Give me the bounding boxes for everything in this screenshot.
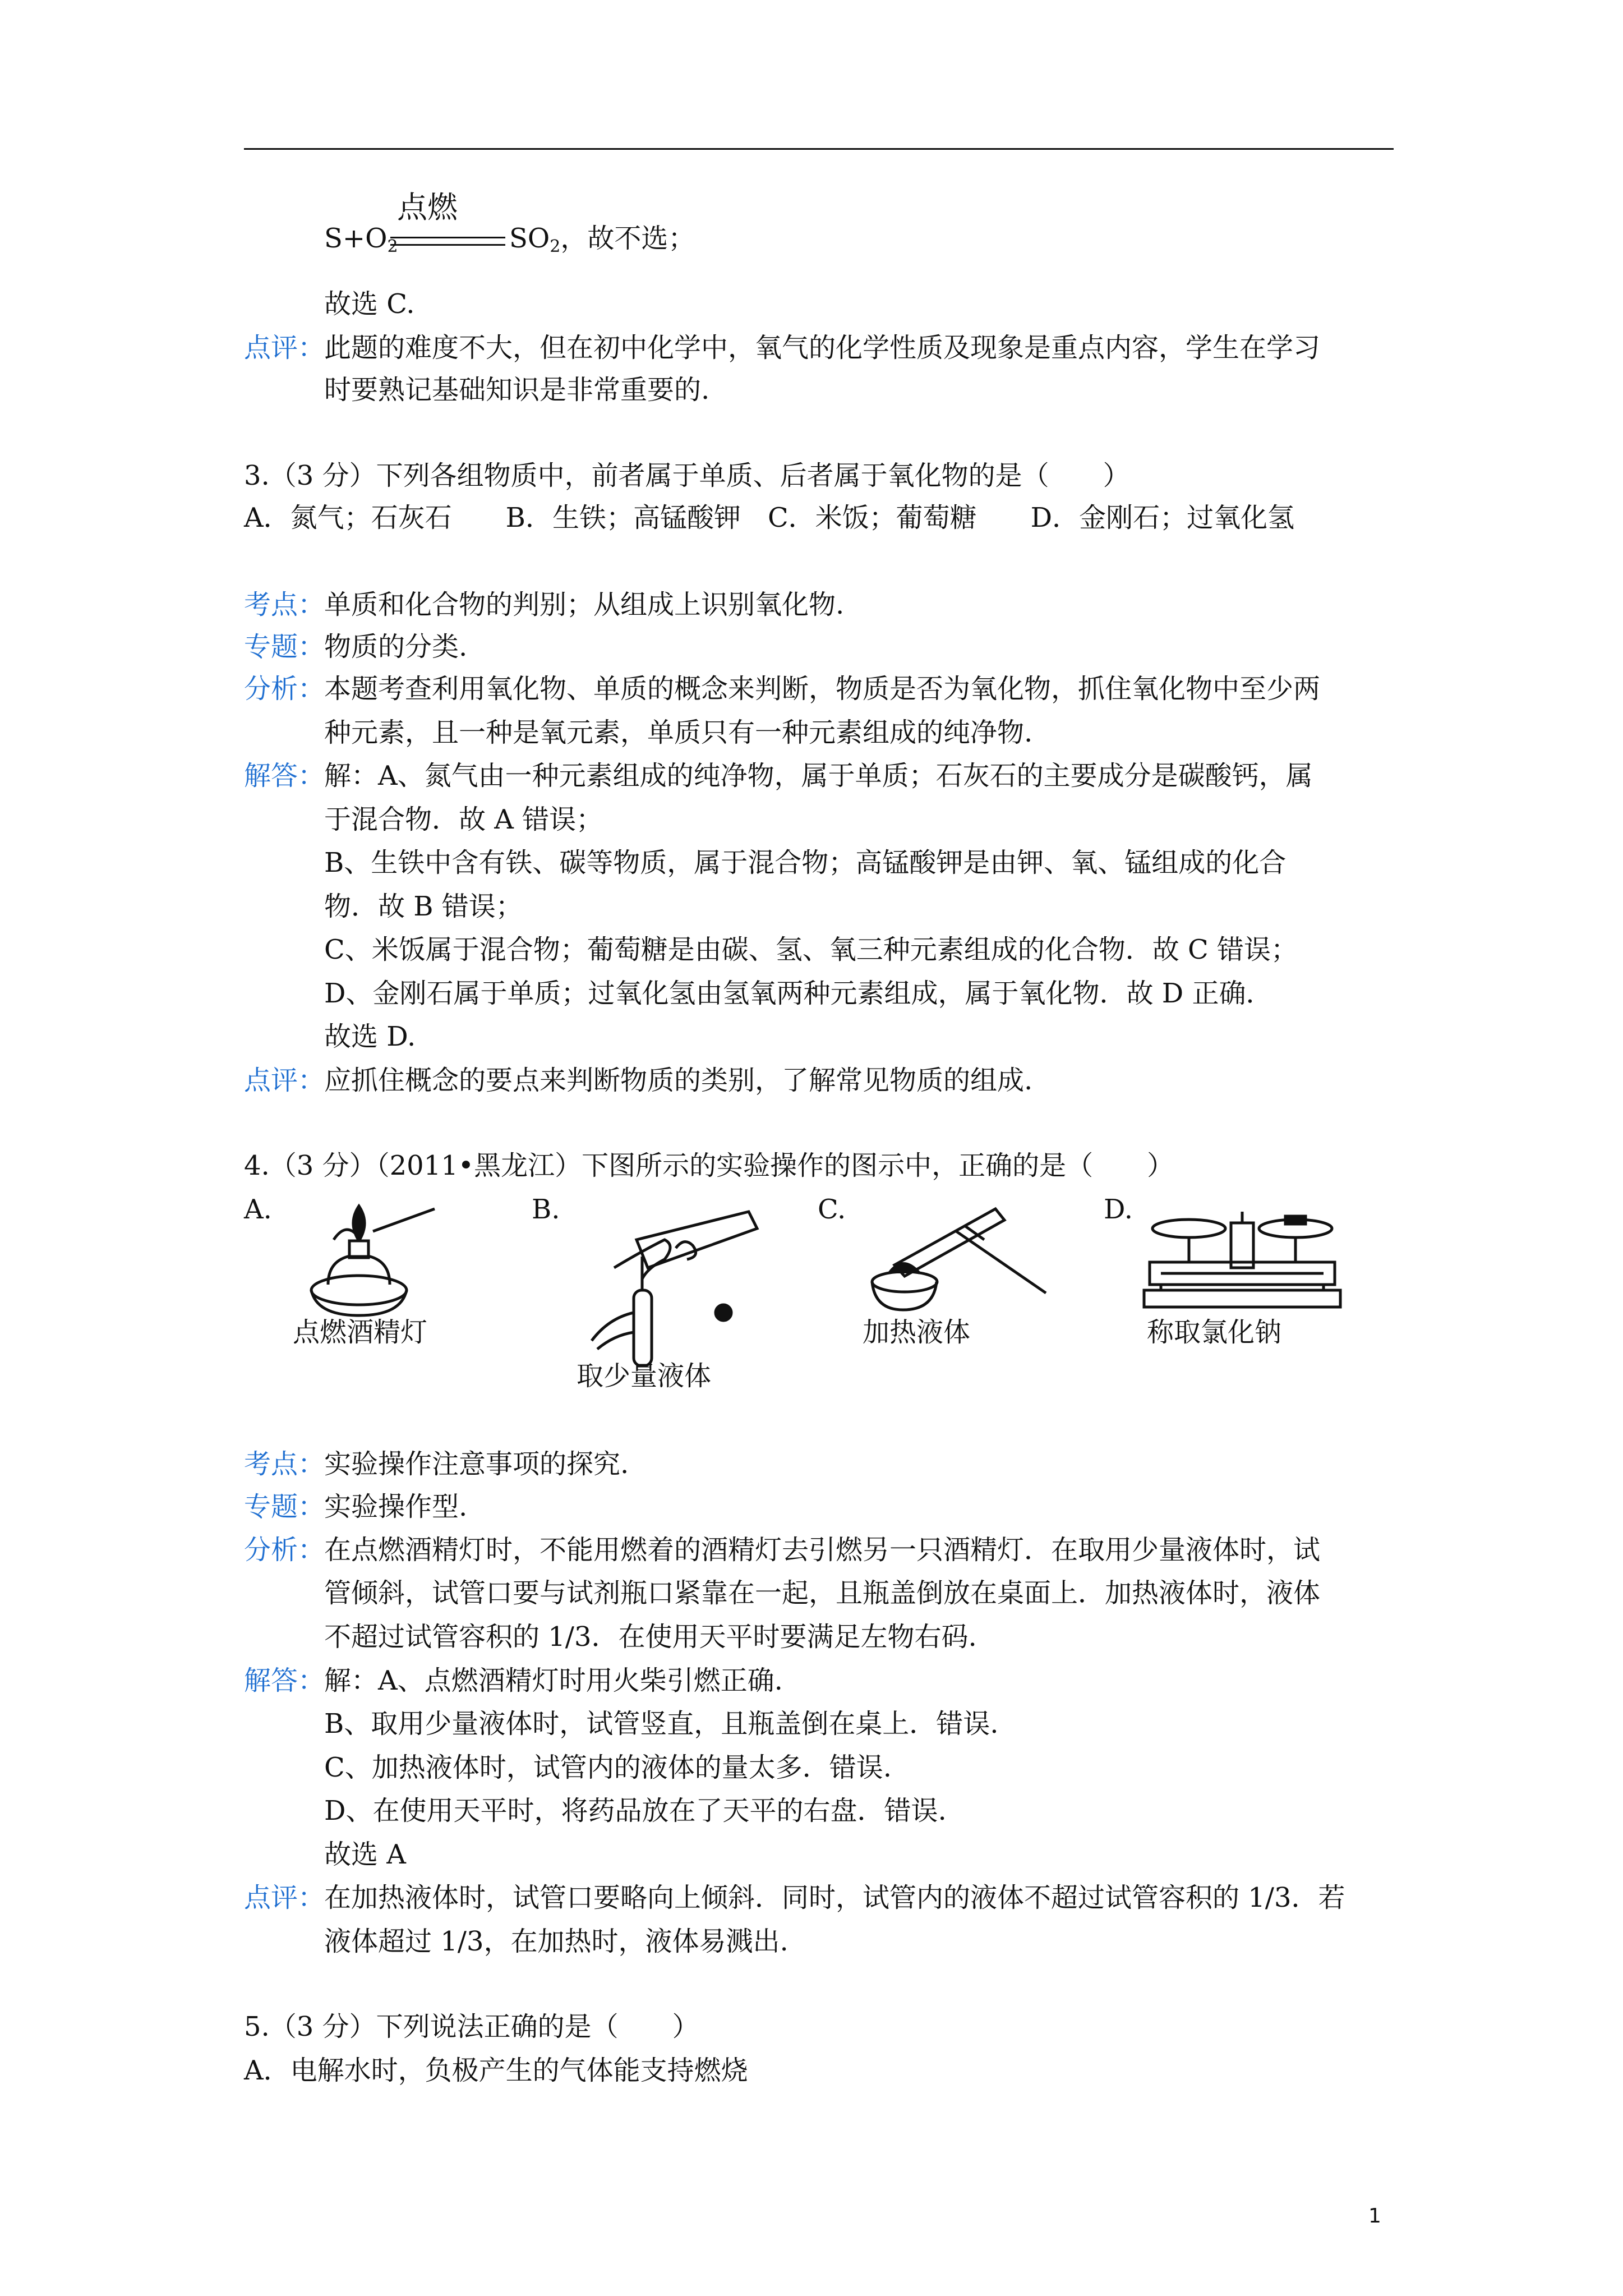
q4-jieda-5: 故选 A — [324, 1839, 406, 1870]
q4-kaodian: 实验操作注意事项的探究. — [324, 1448, 629, 1480]
caption-d: 称取氯化钠 — [1147, 1317, 1282, 1348]
q4-dianping-1: 在加热液体时，试管口要略向上倾斜．同时，试管内的液体不超过试管容积的 1/3．若 — [324, 1882, 1345, 1913]
header-rule — [244, 148, 1394, 150]
q2-comment-2: 时要熟记基础知识是非常重要的. — [324, 374, 710, 406]
q5-stem: 5.（3 分）下列说法正确的是（ ） — [244, 2011, 699, 2042]
q3-jieda-label: 解答： — [244, 760, 325, 792]
q3-fenxi-2: 种元素，且一种是氧元素，单质只有一种元素组成的纯净物. — [324, 717, 1033, 748]
test-tube-heating-figure — [861, 1198, 1052, 1315]
caption-c: 加热液体 — [863, 1317, 971, 1348]
eq-left: S+O — [324, 223, 388, 254]
eq-condition: 点燃 — [397, 190, 458, 225]
q4-fenxi-3: 不超过试管容积的 1/3．在使用天平时要满足左物右码. — [324, 1621, 977, 1653]
q4-opt-c: C. — [818, 1194, 846, 1225]
q3-jieda-2: 于混合物．故 A 错误； — [324, 804, 603, 835]
q3-dianping-label: 点评： — [244, 1065, 325, 1096]
q4-fenxi-label: 分析： — [244, 1534, 325, 1566]
q4-opt-b: B. — [532, 1194, 560, 1225]
q3-kaodian-label: 考点： — [244, 589, 325, 620]
q4-fenxi-2: 管倾斜，试管口要与试剂瓶口紧靠在一起，且瓶盖倒放在桌面上．加热液体时，液体 — [324, 1577, 1321, 1609]
caption-b: 取少量液体 — [577, 1360, 712, 1392]
q3-dianping: 应抓住概念的要点来判断物质的类别，了解常见物质的组成. — [324, 1065, 1033, 1096]
caption-a: 点燃酒精灯 — [293, 1317, 428, 1348]
combustion-equation — [324, 191, 717, 258]
q3-jieda-3: B、生铁中含有铁、碳等物质，属于混合物；高锰酸钾是由钾、氧、锰组成的化合 — [324, 847, 1287, 878]
q4-jieda-3: C、加热液体时，试管内的液体的量太多．错误. — [324, 1752, 892, 1783]
q4-dianping-label: 点评： — [244, 1882, 325, 1913]
q4-zhuanti: 实验操作型. — [324, 1491, 468, 1522]
q2-final: 故选 C. — [324, 288, 415, 320]
q3-kaodian: 单质和化合物的判别；从组成上识别氧化物. — [324, 589, 845, 620]
q4-opt-d: D. — [1104, 1194, 1133, 1225]
page-number: 1 — [1368, 2205, 1381, 2228]
eq-tail: ，故不选； — [560, 223, 695, 254]
q3-zhuanti-label: 专题： — [244, 631, 325, 662]
q3-fenxi-1: 本题考查利用氧化物、单质的概念来判断，物质是否为氧化物，抓住氧化物中至少两 — [324, 673, 1321, 705]
q3-jieda-1: 解：A、氮气由一种元素组成的纯净物，属于单质；石灰石的主要成分是碳酸钙，属 — [324, 760, 1313, 792]
q3-jieda-4: 物．故 B 错误； — [324, 891, 523, 922]
balance-scale-figure — [1138, 1206, 1346, 1313]
q4-jieda-2: B、取用少量液体时，试管竖直，且瓶盖倒在桌上．错误. — [324, 1708, 999, 1740]
q3-zhuanti: 物质的分类. — [324, 631, 468, 662]
q4-stem: 4.（3 分）（2011•黑龙江）下图所示的实验操作的图示中，正确的是（ ） — [244, 1150, 1174, 1181]
q4-dianping-2: 液体超过 1/3，在加热时，液体易溅出. — [324, 1926, 789, 1957]
q2-comment-label: 点评： — [244, 332, 325, 364]
q4-jieda-label: 解答： — [244, 1665, 325, 1696]
q4-fenxi-1: 在点燃酒精灯时，不能用燃着的酒精灯去引燃另一只酒精灯．在取用少量液体时，试 — [324, 1534, 1321, 1566]
q4-jieda-4: D、在使用天平时，将药品放在了天平的右盘．错误. — [324, 1795, 947, 1826]
q3-jieda-5: C、米饭属于混合物；葡萄糖是由碳、氢、氧三种元素组成的化合物．故 C 错误； — [324, 934, 1298, 965]
q2-comment-1: 此题的难度不大，但在初中化学中，氧气的化学性质及现象是重点内容，学生在学习 — [324, 332, 1321, 364]
alcohol-lamp-lighting-figure — [294, 1200, 451, 1318]
q4-kaodian-label: 考点： — [244, 1448, 325, 1480]
q4-jieda-1: 解：A、点燃酒精灯时用火柴引燃正确. — [324, 1665, 783, 1696]
q4-opt-a: A. — [244, 1194, 272, 1225]
eq-right-sub: 2 — [550, 237, 561, 256]
eq-left-sub: 2 — [387, 237, 398, 256]
q3-stem: 3.（3 分）下列各组物质中，前者属于单质、后者属于氧化物的是（ ） — [244, 460, 1130, 491]
q3-jieda-7: 故选 D. — [324, 1021, 416, 1052]
q5-opt-a: A．电解水时，负极产生的气体能支持燃烧 — [244, 2055, 748, 2086]
q3-jieda-6: D、金刚石属于单质；过氧化氢由氢氧两种元素组成，属于氧化物．故 D 正确． — [324, 978, 1273, 1009]
eq-right: SO — [509, 223, 550, 254]
q3-options: A．氮气；石灰石 B．生铁；高锰酸钾 C．米饭；葡萄糖 D．金刚石；过氧化氢 — [244, 502, 1295, 533]
liquid-pouring-figure — [580, 1206, 771, 1374]
eq-double-bar — [390, 237, 505, 246]
q3-fenxi-label: 分析： — [244, 673, 325, 705]
q4-zhuanti-label: 专题： — [244, 1491, 325, 1522]
